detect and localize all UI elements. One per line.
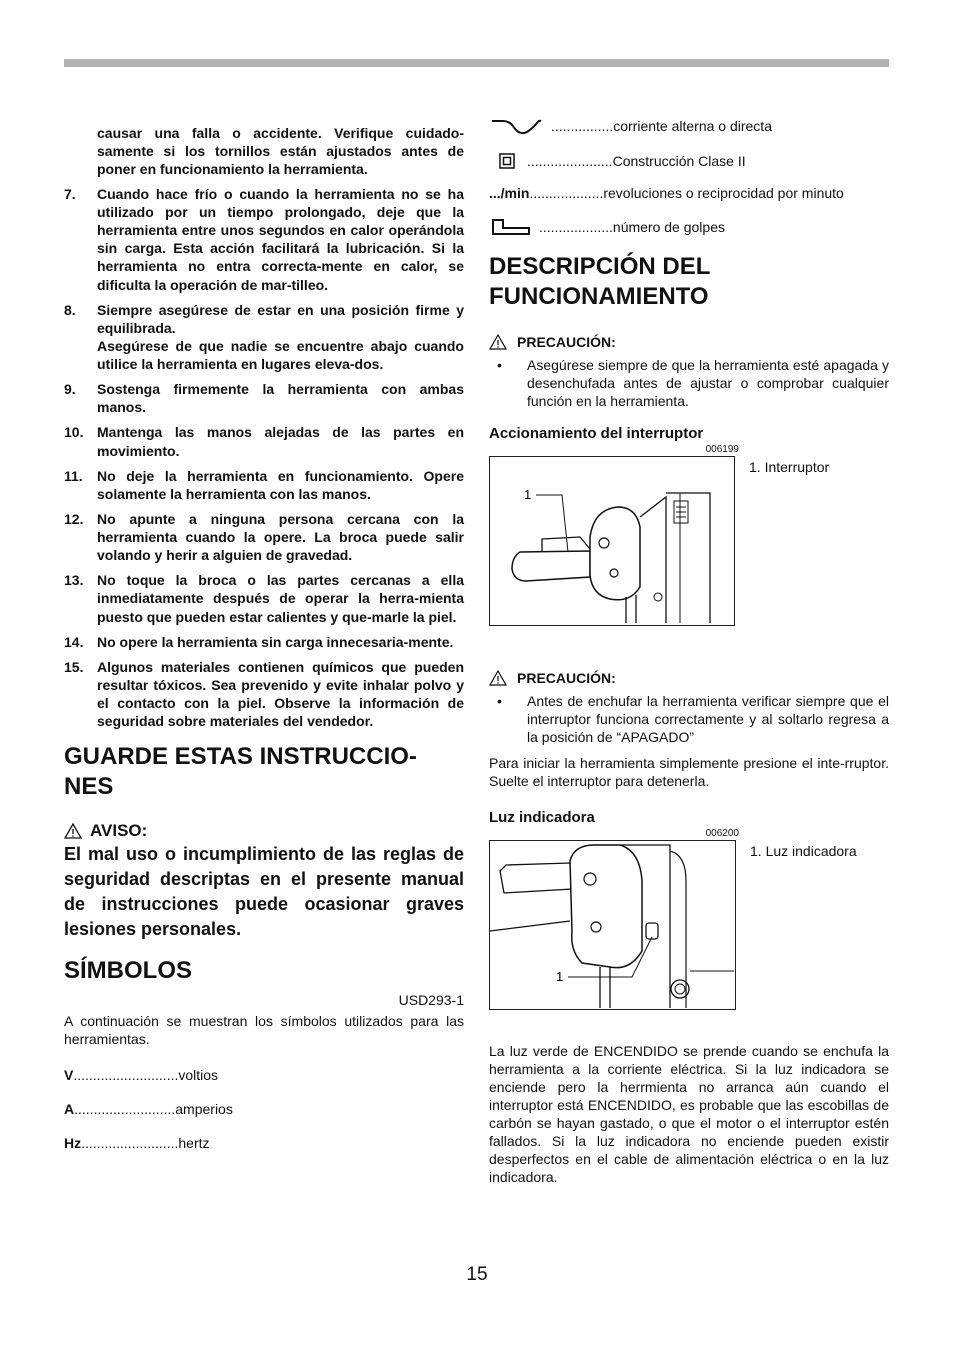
symbol-row-class-ii: ...................... Construcción Clase II [489,152,889,170]
symbol-row-volts: V ........................... voltios [64,1067,219,1084]
symbol-row-ac-dc: ................ corriente alterna o directa [489,114,889,138]
light-heading: Luz indicadora [489,809,595,826]
list-item: 11. No deje la herramienta en funcionamiento. Opere solamente la herramienta con las manos. [64,467,464,502]
warning-label: AVISO: [90,821,148,841]
section-title-simbolos: SÍMBOLOS [64,957,193,985]
safety-list [64,185,464,731]
section-title-descripcion: DESCRIPCIÓN DEL FUNCIONAMIENTO [489,253,710,310]
section-code: USD293-1 [398,992,464,1009]
figure-callout: 1 [524,487,532,502]
figure-code: 006199 [705,444,739,455]
light-drawing [490,841,734,1008]
warning-triangle-icon [489,334,507,350]
left-column [64,124,464,1168]
figure-label: 1. Interruptor [749,459,830,475]
figure-light [489,840,889,1010]
header-rule [64,59,889,67]
figure-callout: 1 [556,969,564,984]
symbol-row-per-min: .../min ................... revoluciones o reciprocidad por minuto [489,185,844,201]
symbol-row-blows: ................... número de golpes [489,216,889,238]
list-item: 7. Cuando hace frío o cuando la herramienta no se ha utilizado por un tiempo prolongado, deje que la herramienta entre unos segundos en calor operándola sin carga. Esta acción facilitará la lubricación. Si la herramienta no entra correcta-mente en calor, se dificulta la operación de mar-tilleo. [64,185,464,293]
list-item: 12. No apunte a ninguna persona cercana con la herramienta cuando la opere. La broca puede salir volando y herir a alguien de gravedad. [64,510,464,564]
right-column [489,114,889,1200]
list-item: 8. Siempre asegúrese de estar en una posición firme y equilibrada. Asegúrese de que nadie se encuentre abajo cuando utilice la herramienta en lugares eleva-dos. [64,301,464,373]
list-item: 13. No toque la broca o las partes cercanas a ella inmediatamente después de operar la herra-mienta puesto que pueden estar calientes y que-marle la piel. [64,572,464,625]
switch-illustration [489,456,735,626]
caution-heading: PRECAUCIÓN: [489,670,889,686]
list-item: 10. Mantenga las manos alejadas de las partes en movimiento. [64,424,464,459]
symbol-row-hertz: Hz ......................... hertz [64,1135,210,1152]
warning-heading [64,820,464,842]
caution-heading: PRECAUCIÓN: [489,334,889,350]
figure-label: 1. Luz indicadora [750,843,857,859]
list-item: 15. Algunos materiales contienen químicos que pueden resultar tóxicos. Sea prevenido y evite inhalar polvo y el contacto con la piel. Observe la información de seguridad sobre materiales del vendedor. [64,658,464,730]
blows-icon [489,216,533,238]
symbols-intro: A continuación se muestran los símbolos utilizados para las herramientas. [64,1013,464,1048]
warning-text: El mal uso o incumplimiento de las reglas de seguridad descriptas en el presente manual de instrucciones puede ocasionar graves lesiones personales. [64,844,464,940]
figure-switch [489,456,889,626]
caution-bullet: • Asegúrese siempre de que la herramienta esté apagada y desenchufada antes de ajustar o comprobar cualquier función en la herramienta. [497,357,889,409]
list-item: 14. No opere la herramienta sin carga innecesaria-mente. [64,633,454,650]
caution-bullet: • Antes de enchufar la herramienta verificar siempre que el interruptor funciona correctamente y al soltarlo regresa a la posición de “APAGADO” [497,693,889,745]
symbol-row-amperes: A .......................... amperios [64,1101,233,1118]
light-paragraph: La luz verde de ENCENDIDO se prende cuando se enchufa la herramienta a la corriente eléctrica. Si la luz indicadora se enciende pero la herrmienta no arranca aún cuando el interruptor está ENCENDIDO, es probable que las escobillas de carbón se hayan gastado, o que el motor o el interruptor estén fallados. Si la luz indicadora no enciende pueden existir desperfectos en el cable de alimentación eléctrica o en la luz indicadora. [489,1043,889,1185]
warning-triangle-icon [489,670,507,686]
list-item: 9. Sostenga firmemente la herramienta con ambas manos. [64,381,464,416]
ac-dc-wave-icon [489,114,545,138]
section-title-guarde: GUARDE ESTAS INSTRUCCIO-NES [64,743,417,801]
figure-code: 006200 [705,828,739,839]
warning-triangle-icon [64,823,82,839]
page-number: 15 [466,1264,488,1285]
continued-item-text: causar una falla o accidente. Verifique cuidado-samente si los tornillos están ajustados antes de poner en funcionamiento la herramienta. [97,125,464,178]
switch-paragraph: Para iniciar la herramienta simplemente presione el inte-rruptor. Suelte el interruptor para detenerla. [489,755,889,789]
switch-heading: Accionamiento del interruptor [489,425,704,442]
class-ii-icon [497,152,523,170]
switch-drawing [490,457,733,624]
light-illustration [489,840,736,1010]
